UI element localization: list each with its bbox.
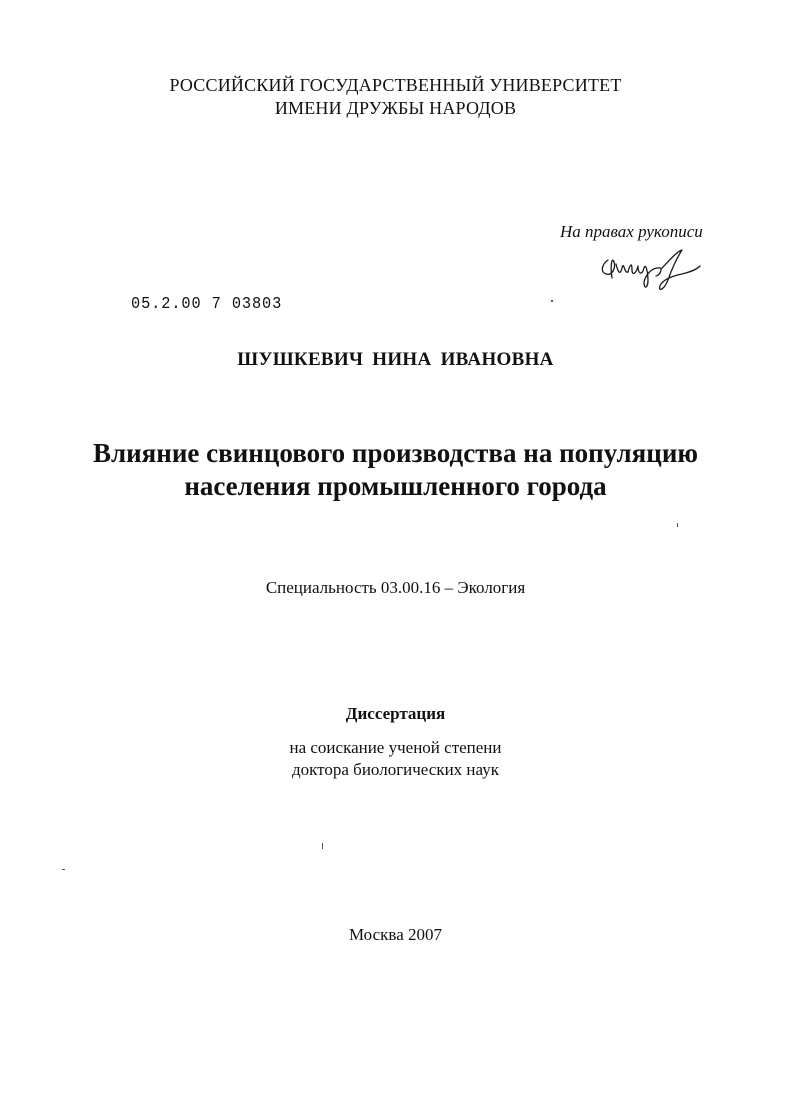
university-line-2: ИМЕНИ ДРУЖБЫ НАРОДОВ	[274, 98, 517, 118]
dissertation-title	[0, 437, 791, 503]
handwritten-signature	[598, 246, 702, 296]
title-line-2: населения промышленного города	[184, 471, 607, 501]
degree-line-1: на соискание ученой степени	[289, 738, 502, 757]
manuscript-rights-label: На правах рукописи	[560, 222, 703, 241]
title-line-1: Влияние свинцового производства на популяцию	[92, 438, 699, 468]
university-name	[0, 74, 791, 120]
author-name: ШУШКЕВИЧ НИНА ИВАНОВНА	[237, 349, 554, 370]
degree-description	[0, 737, 791, 781]
scan-speck	[677, 523, 678, 527]
degree-line-2: доктора биологических наук	[292, 760, 499, 779]
dissertation-label: Диссертация	[345, 704, 446, 723]
scan-speck	[62, 869, 65, 870]
registration-stamp: 05.2.00 7 03803	[131, 295, 283, 314]
scan-speck	[551, 300, 553, 302]
scan-speck	[322, 843, 323, 849]
university-line-1: РОССИЙСКИЙ ГОСУДАРСТВЕННЫЙ УНИВЕРСИТЕТ	[169, 75, 622, 95]
city-year: Москва 2007	[348, 925, 443, 944]
specialty: Специальность 03.00.16 – Экология	[265, 578, 526, 597]
